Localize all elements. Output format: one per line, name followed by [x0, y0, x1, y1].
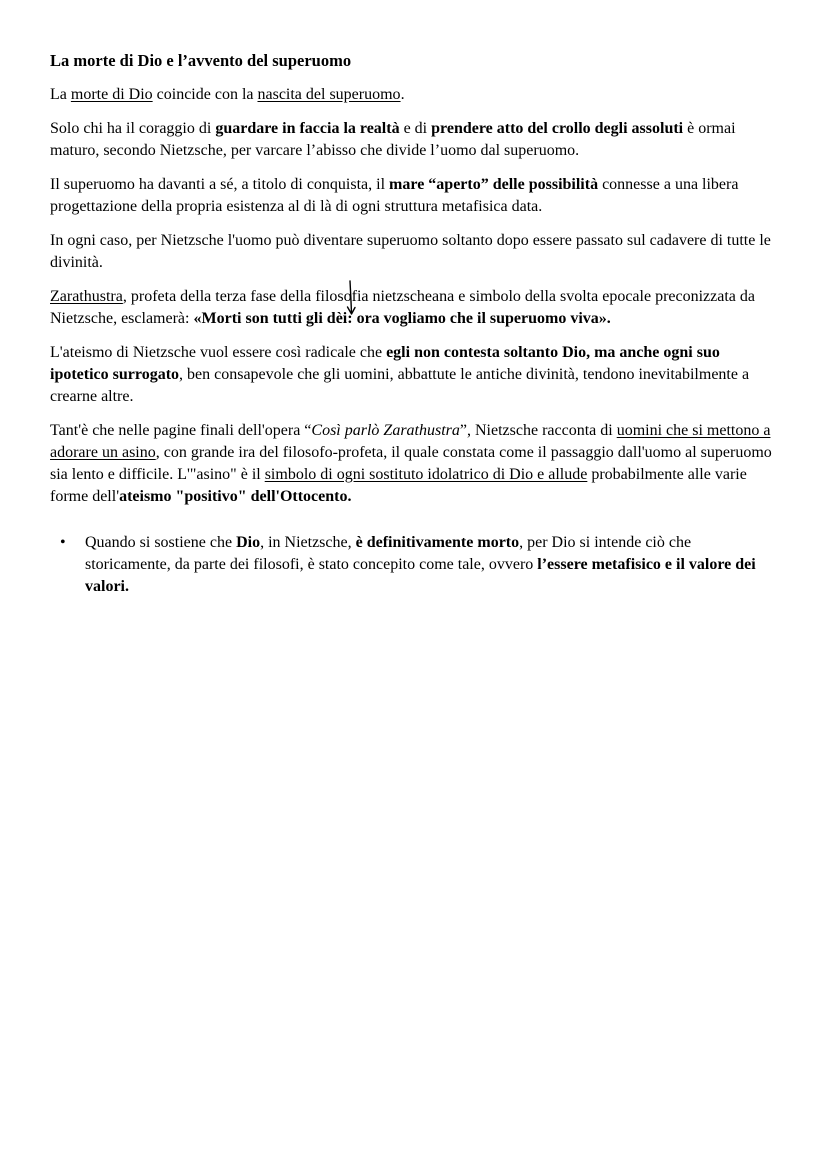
- paragraph-atheism: L'ateismo di Nietzsche vuol essere così radicale che egli non contesta soltanto Dio, ma anche ogni suo ipotetico surrogato, ben consapevole che gli uomini, abbattute le antiche divinità, tendono inevitabilmente a crearne altre.: [50, 344, 750, 405]
- bold-essere-metafisico: l’essere metafisico e il valore dei valori.: [85, 556, 756, 595]
- underlined-morte-di-dio: morte di Dio: [70, 86, 153, 103]
- bold-ateismo-positivo: ateismo "positivo" dell'Ottocento.: [119, 488, 352, 505]
- paragraph-courage: Solo chi ha il coraggio di guardare in faccia la realtà e di prendere atto del crollo degli assoluti è ormai maturo, secondo Nietzsche, per varcare l’abisso che divide l’uomo dal superuomo.: [50, 120, 736, 159]
- underlined-zarathustra: Zarathustra: [50, 288, 123, 305]
- page-content: [50, 50, 780, 598]
- paragraph-death-of-god: La morte di Dio coincide con la nascita del superuomo.: [50, 86, 405, 103]
- handwritten-arrow-icon: [344, 280, 358, 318]
- bold-surrogato: egli non contesta soltanto Dio, ma anche ogni suo ipotetico surrogato: [50, 344, 720, 383]
- underlined-simbolo-sostituto: simbolo di ogni sostituto idolatrico di Dio e allude: [264, 466, 588, 483]
- paragraph-zarathustra: Zarathustra, profeta della terza fase della filosofia nietzscheana e simbolo della svolta epocale preconizzata da Nietzsche, esclamerà: «Morti son tutti gli dèi: ora vogliamo che il superuomo viva».: [50, 288, 755, 327]
- paragraph-open-sea: Il superuomo ha davanti a sé, a titolo di conquista, il mare “aperto” delle possibilità connesse a una libera progettazione della propria esistenza al di là di ogni struttura metafisica data.: [50, 176, 739, 215]
- bold-definitivamente-morto: è definitivamente morto: [355, 534, 520, 551]
- paragraph-divinities: In ogni caso, per Nietzsche l'uomo può diventare superuomo soltanto dopo essere passato sul cadavere di tutte le divinità.: [50, 232, 771, 271]
- bullet-dot-icon: •: [60, 534, 66, 551]
- document-title: La morte di Dio e l’avvento del superuomo: [50, 51, 352, 70]
- bold-quote-morti-dei: «Morti son tutti gli dèi: ora vogliamo che il superuomo viva».: [193, 310, 611, 327]
- bold-guardare-realta: guardare in faccia la realtà: [215, 120, 400, 137]
- underlined-nascita-superuomo: nascita del superuomo: [257, 86, 401, 103]
- underlined-adorare-asino: uomini che si mettono a adorare un asino: [50, 422, 771, 461]
- list-item: • Quando si sostiene che Dio, in Nietzsche, è definitivamente morto, per Dio si intende ciò che storicamente, da parte dei filosofi, è stato concepito come tale, ovvero l’essere metafisico e il valore dei valori.: [60, 534, 756, 595]
- bold-crollo-assoluti: prendere atto del crollo degli assoluti: [431, 120, 684, 137]
- bullet-list: [50, 532, 780, 598]
- paragraph-donkey: Tant'è che nelle pagine finali dell'opera “Così parlò Zarathustra”, Nietzsche racconta di uomini che si mettono a adorare un asino, con grande ira del filosofo-profeta, il quale constata come il passaggio dall'uomo al superuomo sia lento e difficile. L'"asino" è il simbolo di ogni sostituto idolatrico di Dio e allude probabilmente alle varie forme dell'ateismo "positivo" dell'Ottocento.: [50, 422, 772, 505]
- bold-mare-aperto: mare “aperto” delle possibilità: [389, 176, 599, 193]
- bold-dio: Dio: [236, 534, 261, 551]
- italic-book-title: Così parlò Zarathustra: [311, 422, 460, 439]
